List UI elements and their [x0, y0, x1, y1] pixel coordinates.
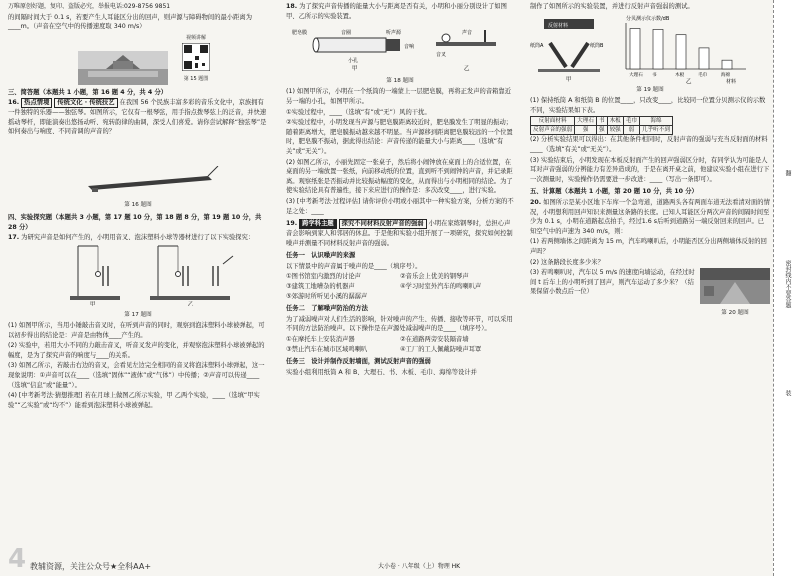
building-photo	[78, 51, 168, 85]
tick-label-大理石: 大理石	[629, 72, 643, 78]
q20-stem	[530, 198, 770, 236]
figure-18-apparatus	[286, 22, 514, 72]
margin-label: 密封线内不要答题	[784, 260, 791, 308]
q19-part2: (2) 分析实验结果可以得出：在其他条件相同时，反射声音的强弱与充当反射面的材料____（选填“有关”或“无关”）。	[530, 136, 768, 153]
fig18-label-speaker: 音响	[404, 44, 415, 51]
fig18-label-fork: 音叉	[436, 52, 447, 59]
figure-15	[78, 34, 268, 85]
page-header: 万唯原创好题，复印、盗版必究，举报电话:029-8756 9851	[8, 3, 171, 10]
q19-part1: (1) 保持纸筒 A 和纸筒 B 的位置____，只改变____，比较同一位置分贝测示仪的示数不同，实验结果如下表。	[530, 97, 766, 114]
bar-书	[653, 29, 663, 69]
table-cell: 较强	[607, 126, 623, 135]
q18-number: 18.	[286, 3, 298, 10]
table-cell: 几乎听不到	[639, 126, 672, 135]
q15-continuation: 的间隔时间大于 0.1 s，若要产生人耳能区分出的回声，则声源与障碍物间的最小距离为____m。（声音在空气中的传播速度取 340 m/s）	[8, 13, 252, 31]
q20-text: 如图所示是某小区地下车库一个急弯道，道路两头各有两面车道无法看清对面的情况，小明想利用回声知识来测量这条路的长度。已知人耳能区分两次声音的间隔时间至少为 0.1 s，小明在道路起点拍手，经过1.6 s后听到道路另一端反射回来的回声。已知空气中的声速为 340 m/s，则：	[530, 198, 770, 235]
page-footer-series: 大小卷 · 八年级（上）物理 HK	[378, 563, 461, 570]
fig16-caption: 第 16 题图	[124, 201, 152, 208]
fig19-caption: 第 19 题图	[636, 86, 664, 93]
q20-part2: (2) 这条路段长度多少米？	[530, 258, 604, 266]
task-1-option: ⑤郊游时所听见小溪的潺潺声	[286, 292, 368, 300]
task-2-question: 为了减弱噪声对人们生活的影响，针对噪声的产生、传播、接收等环节，可以采用不同的方法防治噪声。以下操作是在声源处减弱噪声的是____（填序号）。	[286, 315, 513, 333]
fig18-caption: 第 18 题图	[386, 77, 414, 84]
bar-木板	[676, 34, 686, 68]
fig17-caption: 第 17 题图	[124, 311, 152, 318]
footer-promo: 教辅资源，关注公众号★全科AA+	[30, 562, 152, 571]
bar-毛巾	[699, 47, 709, 68]
fig19-label-material: 反射材料	[548, 22, 569, 29]
q16-text: 在我国 56 个民族丰富多彩的音乐文化中，京族拥有一件独特的乐器——独弦琴。如图所示，它仅有一根琴弦，用手指点拨琴弦上的泛音，并快速摇动琴杆，即能演奏出悠扬动听、宛转韵律的曲调，深受人们喜爱。请你尝试解释“独弦琴”是如何奏出与响度、不同音调的声音的？	[8, 99, 267, 136]
q16-number: 16.	[8, 99, 20, 107]
qr-label: 视频讲解	[185, 34, 206, 41]
q16-tag-culture: 传统文化 · 传统技艺	[54, 98, 117, 108]
task-2-option: ③禁止汽车在城市区域鸣喇叭	[286, 345, 368, 353]
task-1-option: ①图书馆室内激烈的讨论声	[286, 273, 361, 281]
fig15-caption: 第 15 题图	[183, 75, 209, 82]
tick-label-毛巾: 毛巾	[698, 72, 708, 78]
fig19-label-tube-a: 纸筒A	[530, 42, 544, 49]
bar-大理石	[630, 28, 640, 68]
table-header-cell: 反射面材料	[531, 117, 575, 126]
q18-part1b: ②实验过程中，小明发现当声源与肥皂膜距离较近时，肥皂膜发生了明显的振动；随着距离增大，肥皂膜振动越来越不明显。当声源移到距离肥皂膜较远的一个位置时，肥皂膜不振动，据此得出结论：声音传递的能量大小与距离____（选填“有关”或“无关”）。	[286, 119, 513, 155]
q18-stem	[286, 2, 514, 21]
task-1-options	[286, 272, 514, 301]
task-2-option: ②在道路两旁安装隔音墙	[400, 336, 469, 344]
q17-text: 为研究声音是如何产生的，小明用音叉、泡沫塑料小球等器材进行了以下实验探究：	[21, 234, 255, 242]
reflection-table	[530, 116, 673, 135]
q17-part4: (4) [中考新考法·猜想推理] 若在月球上做图乙所示实验，甲 乙两个实验，____（选填“甲实验”“乙实验”或“均不”）能看到泡沫塑料小球被弹起。	[8, 392, 260, 409]
fig18-label-soap-film: 肥皂膜	[292, 30, 308, 37]
section-3-title: 三、简答题（本题共 1 小题，第 16 题 4 分，共 4 分）	[8, 88, 168, 96]
fig17-label-jia: 甲	[90, 301, 96, 306]
q17-stem	[8, 233, 268, 243]
margin-label: 装	[784, 390, 791, 396]
task-2-option: ①在摩托车上安装消声器	[286, 336, 355, 344]
fig18-label-sound: 声音	[462, 30, 473, 37]
decibel-bar-chart	[616, 13, 756, 85]
table-row-label: 反射声音的强弱	[531, 126, 575, 135]
task-1-option: ②音乐会上优美的钢琴声	[400, 273, 469, 281]
margin-label: 翻	[784, 170, 791, 176]
table-header-cell: 大理石	[575, 117, 597, 126]
tick-label-书: 书	[652, 72, 657, 78]
q19-number: 19.	[286, 220, 298, 228]
q19-stem	[286, 219, 514, 248]
column-middle	[286, 0, 514, 378]
task-3-title: 任务三 设计并制作反射墙面，测试反射声音的强弱	[286, 358, 431, 366]
q17-number: 17.	[8, 234, 20, 242]
q17-part2: (2) 实验中，若用大小不同的力敲击音叉，听音叉发声的变化，并观察泡沫塑料小球被弹起的幅度，是为了探究声音的响度与____的关系。	[8, 342, 265, 359]
q18-part1a: ①实验过程中，____（选填“有”或“无”）风的干扰。	[286, 108, 431, 116]
table-cell: 强	[596, 126, 607, 135]
table-header-cell: 海绵	[639, 117, 672, 126]
column-left	[8, 0, 268, 411]
q16	[8, 98, 268, 137]
table-cell: 弱	[623, 126, 639, 135]
table-header-cell: 毛巾	[623, 117, 639, 126]
q20-number: 20.	[530, 198, 542, 206]
q19-intro: 小明在家练钢琴时，总担心声音会影响到家人和邻居的休息。于是他和实验小组开展了一项研究，探究如何控制噪声并测量不同材料反射声音的强弱。	[286, 220, 513, 247]
q16-tag-hot: 热点情境	[21, 98, 52, 108]
tick-label-木板: 木板	[675, 72, 685, 78]
task-1-option: ④学习时室外汽车的鸣喇叭声	[400, 283, 482, 291]
fig18-label-jia: 甲	[352, 66, 358, 73]
q18-part2: (2) 如图乙所示，小丽先固定一张桌子，然后将小闹钟放在桌面上的合适位置，在桌面的另一端放置一张纸，向前移动纸的位置，直到听不到闹钟的声音，并记录距离。观察纸张是否振动并比较振动幅度的变化，从而得出与小明相同的结论。为了使实验结论具有普遍性，接下来应进行的操作是：多次改变____，进行实验。	[286, 158, 513, 195]
figure-16-instrument	[8, 166, 268, 196]
section-4-title: 四、实验探究题（本题共 3 小题，第 17 题 10 分，第 18 题 8 分，第 19 题 10 分，共 28 分）	[8, 214, 262, 231]
task-1-option: ③建筑工地嘈杂的机器声	[286, 283, 355, 291]
task-2-options	[286, 335, 514, 354]
page-number: 4	[8, 544, 27, 574]
fig18-label-coil: 音圈	[341, 30, 352, 37]
fig19-label-jia: 甲	[566, 76, 572, 83]
table-header-row	[531, 117, 673, 126]
table-row	[531, 126, 673, 135]
q19-part3: (3) 实验结束后，小明发现在本板反射面产生的回声强弱区分时，有同学认为可能是人耳对声音强弱的分辨能力有差异造成的，于是在离开桌之前，他建议实验小组在进行下一次测量时，实验操作仍需要进一步改进：____（写出一条即可）。	[530, 156, 770, 183]
bar-海绵	[722, 60, 732, 69]
table-cell: 强	[575, 126, 597, 135]
fig19-label-yi: 乙	[686, 78, 692, 85]
garage-photo	[700, 268, 770, 304]
q17-part1: (1) 如图甲所示，当用小锤敲击音叉时，在听到声音的同时，观察到泡沫塑料小球被弹起，可以初步得出的结论是：声音是由物体____产生的。	[8, 322, 265, 339]
q18-text: 为了探究声音传播的能量大小与距离是否有关，小明和小丽分别设计了如图甲、乙所示的实验装置。	[286, 3, 507, 20]
fig20-caption: 第 20 题图	[721, 309, 749, 316]
qr-code-icon[interactable]	[182, 43, 210, 71]
figure-17-tuning-forks	[8, 244, 268, 306]
figure-19-apparatus	[530, 13, 610, 85]
binding-margin	[773, 0, 800, 576]
q17-part3: (3) 如图乙所示，若敲击右边的音叉，会看见左边完全相同的音叉将泡沫塑料小球弹起，这一现象说明：①声音可以在____（选填“固体”“液体”或“气体”）中传播；②声音可以传递____（选填“信息”或“能量”）。	[8, 362, 265, 389]
fig19-label-tube-b: 纸筒B	[590, 42, 604, 49]
q18-part1: (1) 如图甲所示，小明在一个纸筒的一端蒙上一层肥皂膜，再将正发声的音箱靠近另一端的小孔，如图甲所示。	[286, 88, 512, 105]
q20-part3-block	[530, 268, 770, 319]
qr-block	[182, 34, 210, 85]
fig18-label-hole: 小孔	[348, 58, 359, 65]
q20-part1: (1) 若两侧墙体之间距离为 15 m，汽车鸣喇叭后，小明能否区分出两侧墙体反射的回声吗？	[530, 238, 767, 255]
chart-title: 分贝测示仪示数/dB	[626, 15, 670, 22]
fig17-label-yi: 乙	[188, 301, 194, 306]
tick-label-海绵: 海绵	[721, 72, 731, 78]
task-2-title: 任务二 了解噪声防治的方法	[286, 305, 368, 313]
q20-part3: (3) 若鸣喇叭时，汽车以 5 m/s 的速度向墙运动，在经过时间 t 后车上的小明听到了回声，则汽车运动了多少米？（结果保留小数点后一位）	[530, 269, 695, 296]
figure-19	[530, 13, 770, 85]
q18-part3: (3) [中考新考法·过程评估] 请你评价小明或小丽其中一种实验方案，分析方案的不足之处：____	[286, 197, 514, 215]
fig18-label-yi: 乙	[464, 66, 470, 73]
fig18-label-source: 听声源	[386, 30, 402, 37]
table-header-cell: 书	[596, 117, 607, 126]
column-right	[530, 0, 770, 319]
q19-tag: 跨学科主题	[299, 219, 336, 229]
task-1-title: 任务一 认识噪声的来源	[286, 252, 356, 260]
q19-continuation: 制作了如图所示的实验装置，并进行反射声音强弱的测试。	[530, 3, 694, 10]
task-3-question: 实验小组利用纸筒 A 和 B、大理石、书、木板、毛巾、海绵等设计并	[286, 368, 477, 376]
section-5-title: 五、计算题（本题共 1 小题，第 20 题 10 分，共 10 分）	[530, 188, 698, 196]
table-header-cell: 木板	[607, 117, 623, 126]
chart-x-label: 材料	[726, 78, 737, 85]
figure-20	[700, 268, 770, 319]
task-2-option: ④工厂的工人佩戴防噪声耳罩	[400, 345, 482, 353]
task-1-question: 以下情景中的声音属于噪声的是____（填序号）。	[286, 262, 422, 270]
q19-title: 探究不同材料反射声音的强弱	[339, 219, 427, 229]
